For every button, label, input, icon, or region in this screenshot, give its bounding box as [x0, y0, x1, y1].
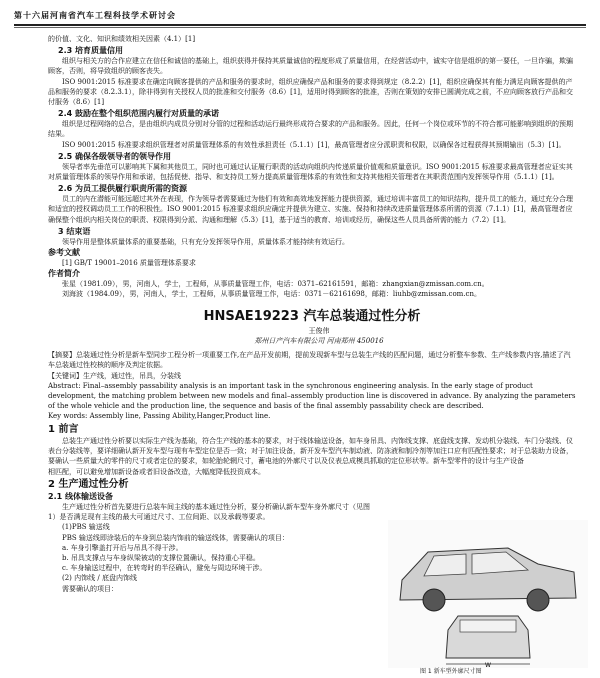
paragraph: 生产通过性分析首先要进行总装车间主线的基本通过性分析，要分析确认新车型车身外廓尺寸（见图 1）是否满足现有主线的最大可通过尺寸、工位间距、以及承载等要求。: [48, 502, 370, 522]
section-heading: 1 前言: [48, 423, 79, 435]
author-info-heading: 作者简介: [48, 269, 80, 279]
list-heading: (2) 内饰线 / 底盘内饰线: [62, 574, 137, 583]
article-affiliation: 郑州日产汽车有限公司 河南郑州 450016: [254, 337, 384, 346]
paragraph: 领导作用是整体质量体系的重要基础，只有充分发挥领导作用，质量体系才能持续有效运行。: [62, 237, 349, 246]
list-item: b. 吊具支撑点与车身纵梁被动的支撑位置确认，保持重心平稳。: [62, 553, 260, 562]
references-heading: 参考文献: [48, 248, 80, 258]
section-heading: 2.4 鼓励在整个组织范围内履行对质量的承诺: [58, 109, 219, 119]
list-heading: (1)PBS 输送线: [62, 523, 110, 532]
abstract-cn: 【摘要】总装通过性分析是新车型同步工程分析一项重要工作,在产品开发前期，提前发现新车型与总装生产线的匹配问题，通过分析整车参数、生产线参数内容,描述了汽车总装通过性校核的顺序及判定依据。: [48, 351, 571, 370]
abstract-block: [48, 350, 576, 421]
keywords-cn: 【关键词】生产线，通过性，吊具，分装线: [48, 371, 181, 380]
paragraph: ISO 9001:2015 标准要求组织管理者对质量管理体系的有效性承担责任（5.1.1）[1]，最高管理者应分派职责和权限，以确保各过程获得其预期输出（5.3）[1]。: [62, 140, 566, 149]
subsection-heading: 2.1 线体输送设备: [48, 491, 113, 501]
section-heading: 2 生产通过性分析: [48, 478, 129, 490]
figure-caption: 图 1 新车型外廓尺寸图: [420, 668, 482, 675]
paragraph: 领导者率先垂范可以影响其下属和其他员工，同时也可通过认证履行职责的活动向组织内传递质量价值观和质量意识。ISO 9001:2015 标准要求最高管理者应证实其对质量管理体系的领导作用和承诺，包括促使、指导、和支持员工努力提高质量管理体系的有效性和支持其他相关管理者在其职责范围内发挥领导作用（5.1.1）[1]。: [48, 162, 573, 182]
main-column: [48, 34, 576, 594]
header-rule: [14, 24, 586, 26]
paragraph: 员工的内在潜能可能远超过其外在表现，作为领导者需要通过为他们有效和高效地发挥能力提供资源，通过培训丰富员工的知识结构，提升员工的能力，通过充分合理和适宜的授权调动员工工作的积极性。ISO 9001:2015 标准要求组织应确定并提供为建立、实施、保持和持续改进质量管理体系所需的资源（7.1.1）[1]，最高管理者应确保整个组织内相关岗位的职责、权限得到分派、沟通和理解（5.3）[1]，基于适当的教育、培训或经历，确保这些人员具备所需的能力（7.2）[1]。: [48, 195, 573, 224]
author-info: 刘海波（1984.09），男，河南人，学士，工程师，从事质量管理工作，电话：0371－62161698，邮箱：liuhb@zmissan.com.cn。: [62, 290, 481, 299]
section-heading: 2.6 为员工提供履行职责所需的资源: [58, 184, 187, 194]
keywords-en: Key words: Assembly line, Passing Ability,Hanger,Product line.: [48, 412, 271, 421]
section-heading: 3 结束语: [58, 226, 91, 236]
paragraph: 组织是过程网络的总合，是由组织内成员分别对分管的过程和活动运行最终形成符合要求的产品和服务。因此，任何一个岗位或环节的不符合都可能影响到组织的预期结果。: [48, 120, 573, 139]
article-author: 王俊伟: [308, 326, 330, 335]
list-item: c. 车身输送过程中，在转弯时的半径确认，避免与周边环境干涉。: [62, 564, 267, 573]
paragraph: 的价值、文化、知识和绩效相关因素（4.1）[1]: [48, 35, 196, 43]
abstract-en: Abstract: Final–assembly passability analysis is an important task in the synchronous engineering analysis. In the early stage of product development, the matching problem between new models and final–assembly production line is discovered in advance. By analyzing the parameters of the whole vehicle and the production line, the sequence and basis of the final assembly passability check are described.: [48, 381, 576, 411]
section-heading: 2.3 培育质量信用: [58, 46, 123, 56]
paragraph: 需要确认的项目：: [62, 584, 118, 593]
article-title: HNSAE19223 汽车总装通过性分析: [203, 308, 421, 324]
paragraph: 总装生产通过性分析要以实际生产线为基础，符合生产线的基本的要求，对于线体输送设备，如车身吊具、内饰线支撑、底盘线支撑、发动机分装线、车门分装线、仪表台分装线等，要详细确认新开发车型与现有车型定位是否一致；对于加注设备，新开发车型汽车制动液、防冻液和制冷剂等加注口应有匹配性要求；对于总装助力设备，要确认一些质量大的零件的尺寸或者定位的要求，如轮胎轮辋尺寸，蓄电池的外廓尺寸以及仪表总成模具抓取的定位形状等。新车型零件的设计与生产设备: [48, 436, 573, 466]
header-rule-thin: [14, 27, 586, 28]
reference-item: [1] GB/T 19001–2016 质量管理体系要求: [62, 259, 196, 268]
vehicle-figure: [388, 520, 588, 668]
paragraph: 组织与相关方的合作应建立在信任和诚信的基础上，组织获得并保持其质量诚信的程度形成了质量信用，在经营活动中，诚实守信是组织的第一要任，一旦诈骗，欺骗顾客，否则，将导致组织的顾客丧失。: [48, 57, 573, 76]
running-header: 第十六届河南省汽车工程科技学术研讨会: [14, 10, 176, 20]
paragraph: PBS 输送线即涂装后的车身到总装内饰前的输送线体，需要确认的项目：: [62, 533, 289, 542]
paragraph: 相匹配，可以避免增加新设备或者旧设备改造，大幅度降低投资成本。: [48, 467, 265, 476]
section-heading: 2.5 确保各级领导者的领导作用: [58, 151, 171, 161]
dimension-label: W: [485, 662, 491, 668]
paragraph: ISO 9001:2015 标准要求在确定向顾客提供的产品和服务的要求时，组织应确保产品和服务的要求得到规定（8.2.2）[1]，组织应确保其有能力满足向顾客提供的产品和服务的要求（8.2.3.1），除非得到有关授权人员的批准和交付服务（8.6）[1]，适用时得到顾客的批准，否则在策划的安排已圆满完成之前，不应向顾客放行产品和交付服务（8.6）[1]: [48, 77, 574, 107]
author-info: 张星（1981.09），男，河南人，学士，工程师，从事质量管理工作，电话：0371–62161591，邮箱：zhangxian@zmissan.com.cn。: [62, 280, 489, 289]
list-item: a. 车身引擎盖打开后与吊具不得干涉。: [62, 543, 183, 552]
